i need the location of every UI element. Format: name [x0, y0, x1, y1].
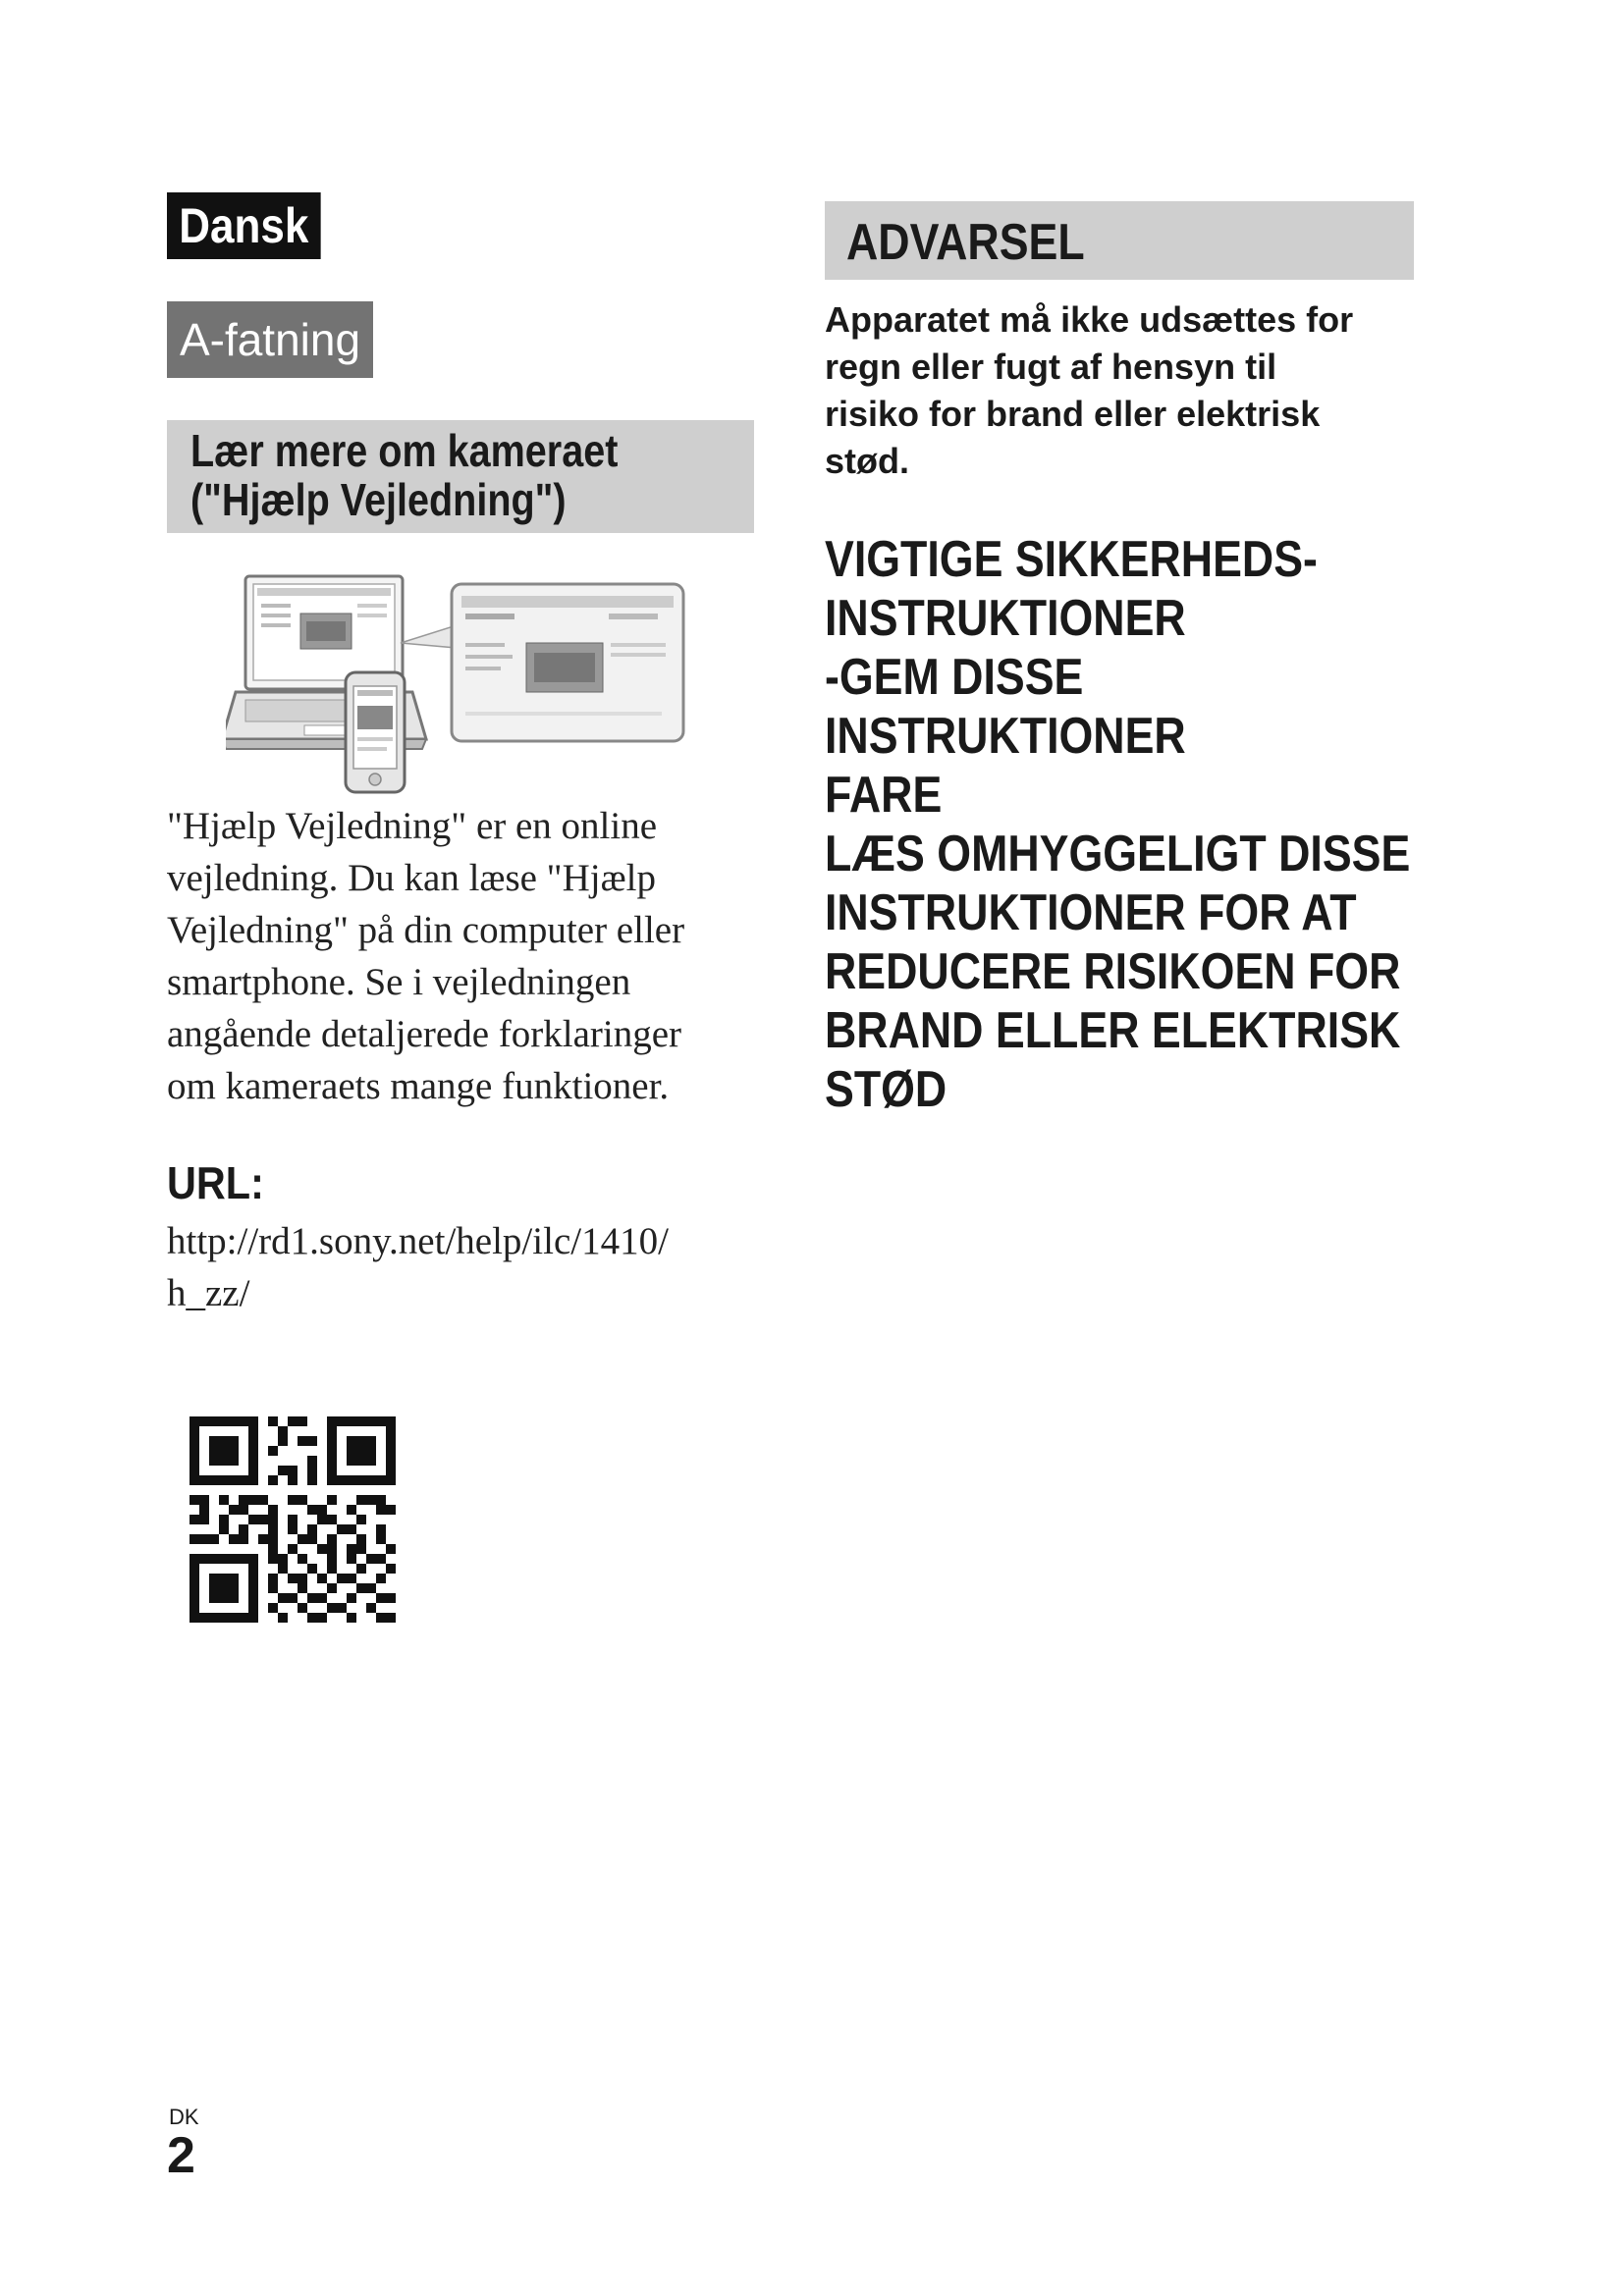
- warning-header: [825, 201, 1414, 280]
- laptop-smartphone-help-guide-icon: [226, 574, 697, 795]
- qr-code-icon: [189, 1416, 396, 1623]
- warning-title: ADVARSEL: [846, 214, 1085, 271]
- region-code: DK: [169, 2105, 199, 2129]
- help-section-header: [167, 420, 754, 533]
- url-label: URL:: [167, 1157, 264, 1208]
- help-url[interactable]: http://rd1.sony.net/help/ilc/1410/ h_zz/: [167, 1220, 669, 1314]
- safety-instructions: VIGTIGE SIKKERHEDS- INSTRUKTIONER -GEM DISSE INSTRUKTIONER FARE LÆS OMHYGGELIGT DISSE INSTRUKTIONER FOR AT REDUCERE RISIKOEN FOR BRAND ELLER ELEKTRISK STØD: [825, 531, 1411, 1118]
- page-number: 2: [167, 2127, 195, 2184]
- help-description: "Hjælp Vejledning" er en online vejledning. Du kan læse "Hjælp Vejledning" på din computer eller smartphone. Se i vejledningen angående detaljerede forklaringer om kameraets mange funktioner.: [167, 805, 685, 1107]
- warning-text: Apparatet må ikke udsættes for regn eller fugt af hensyn til risiko for brand eller elektrisk stød.: [825, 299, 1354, 481]
- language-tag: Dansk: [167, 192, 321, 259]
- mount-tag: A-fatning: [167, 301, 373, 378]
- help-section-title: Lær mere om kameraet ("Hjælp Vejledning"): [190, 425, 619, 525]
